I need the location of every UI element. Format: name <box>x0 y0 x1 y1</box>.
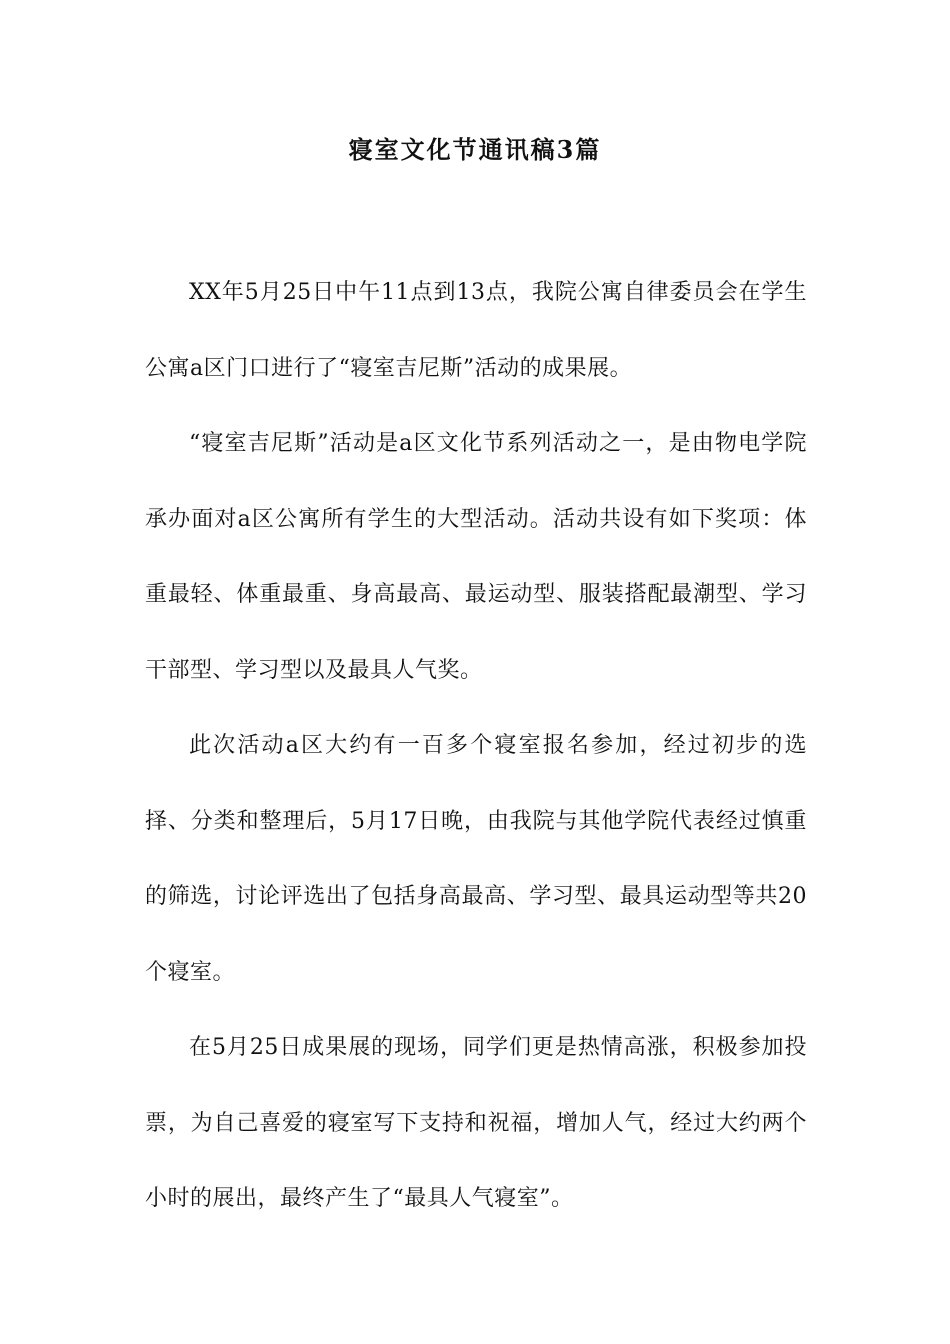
paragraph-2: “寝室吉尼斯”活动是a区文化节系列活动之一，是由物电学院承办面对a区公寓所有学生的大型活动。活动共设有如下奖项：体重最轻、体重最重、身高最高、最运动型、服装搭配最潮型、学习干部型、学习型以及最具人气奖。 <box>145 431 807 683</box>
document-body <box>145 255 807 1237</box>
paragraph-1: XX年5月25日中午11点到13点，我院公寓自律委员会在学生公寓a区门口进行了“寝室吉尼斯”活动的成果展。 <box>145 280 807 381</box>
paragraph-4: 在5月25日成果展的现场，同学们更是热情高涨，积极参加投票，为自己喜爱的寝室写下支持和祝福，增加人气，经过大约两个小时的展出，最终产生了“最具人气寝室”。 <box>145 1035 807 1211</box>
paragraph-3: 此次活动a区大约有一百多个寝室报名参加，经过初步的选择、分类和整理后，5月17日晚，由我院与其他学院代表经过慎重的筛选，讨论评选出了包括身高最高、学习型、最具运动型等共20个寝室。 <box>145 733 807 985</box>
document-title: 寝室文化节通讯稿3篇 <box>348 135 602 164</box>
